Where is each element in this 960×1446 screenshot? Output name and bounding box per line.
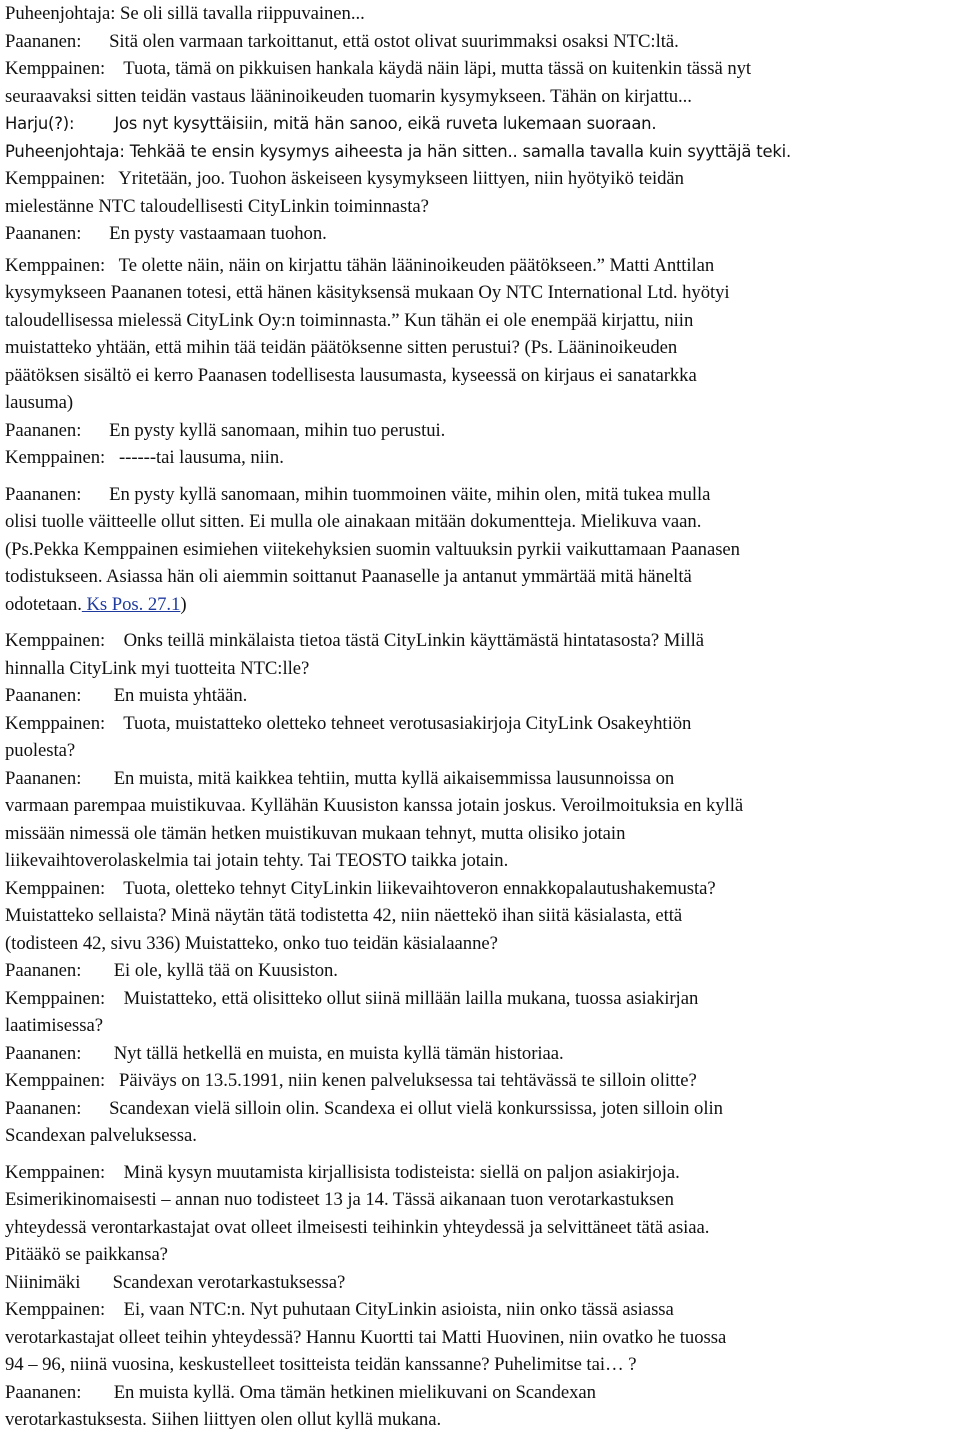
text-line: verotarkastajat olleet teihin yhteydessä? Hannu Kuortti tai Matti Huovinen, niin ovatko he tuossa [5,1326,727,1348]
text-line: (todisteen 42, sivu 336) Muistatteko, onko tuo teidän käsialaanne? [5,932,498,954]
text-line: Paananen: En pysty vastaamaan tuohon. [5,223,327,244]
text-line: laatimisessa? [5,1015,103,1036]
text-line: Pitääkö se paikkansa? [5,1244,168,1265]
text-line: Kemppainen: Muistatteko, että olisitteko ollut siinä millään lailla mukana, tuossa asiakirjan [5,987,699,1009]
text-line: puolesta? [5,740,76,761]
text-line: seuraavaksi sitten teidän vastaus lääninoikeuden tuomarin kysymykseen. Tähän on kirjattu... [5,85,692,107]
text-line: Niinimäki Scandexan verotarkastuksessa? [5,1271,346,1293]
text-line-with-link [5,591,956,619]
text-line: Kemppainen: Minä kysyn muutamista kirjallisista todisteista: siellä on paljon asiakirjoja. [5,1161,680,1183]
text-line: kysymykseen Paananen totesi, että hänen käsityksensä mukaan Oy NTC International Ltd. hyötyi [5,282,730,303]
text-line: Kemppainen: Te olette näin, näin on kirjattu tähän lääninoikeuden päätökseen.” Matti Anttilan [5,254,715,276]
text-line: mielestänne NTC taloudellisesti CityLinkin toiminnasta? [5,195,429,217]
text-line: muistatteko yhtään, että mihin tää teidän päätöksenne sitten perustui? (Ps. Lääninoikeuden [5,337,678,358]
text-line: Kemppainen: Ei, vaan NTC:n. Nyt puhutaan CityLinkin asioista, niin onko tässä asiassa [5,1299,674,1320]
text-line: lausuma) [5,392,74,413]
text-line: Harju(?): Jos nyt kysyttäisiin, mitä hän sanoo, eikä ruveta lukemaan suoraan. [5,114,657,133]
text-line: (Ps.Pekka Kemppainen esimiehen viitekehyksien suomin valtuuksin pyrkii vaikuttamaan Paanasen [5,538,740,560]
text-line: missään nimessä ole tämän hetken muistikuvan mukaan tehnyt, mutta olisiko jotain [5,822,626,844]
text-line: olisi tuolle väitteelle ollut sitten. Ei mulla ole ainakaan mitään dokumentteja. Mielikuva vaan. [5,511,702,532]
text-line: Puheenjohtaja: Tehkää te ensin kysymys aiheesta ja hän sitten.. samalla tavalla kuin syyttäjä teki. [5,141,791,161]
text-line: Scandexan palveluksessa. [5,1125,197,1146]
text-line: todistukseen. Asiassa hän oli aiemmin soittanut Paanaselle ja antanut ymmärtää mitä häneltä [5,566,692,587]
text-line: liikevaihtoverolaskelmia tai jotain tehty. Tai TEOSTO taikka jotain. [5,850,509,871]
text-line: Paananen: Ei ole, kyllä tää on Kuusiston. [5,960,338,981]
text-line: Kemppainen: Tuota, oletteko tehnyt CityLinkin liikevaihtoveron ennakkopalautushakemusta? [5,877,716,899]
text-line: Kemppainen: Onks teillä minkälaista tietoa tästä CityLinkin käyttämästä hintatasosta? Millä [5,630,705,651]
text-line: Kemppainen: Tuota, muistatteko oletteko tehneet verotusasiakirjoja CityLink Osakeyhtiön [5,712,692,734]
text-line: päätöksen sisältö ei kerro Paanasen todellisesta lausumasta, kyseessä on kirjaus ei sanatarkka [5,364,697,386]
text-segment: odotetaan. [5,593,82,615]
text-line: verotarkastuksesta. Siihen liittyen olen ollut kyllä mukana. [5,1409,442,1430]
text-line: Paananen: Scandexan vielä silloin olin. Scandexa ei ollut vielä konkurssissa, joten silloin olin [5,1097,723,1119]
text-line: 94 – 96, niinä vuosina, keskustelleet tositteista teidän kanssanne? Puhelimitse tai… ? [5,1354,637,1375]
text-line: Paananen: En pysty kyllä sanomaan, mihin tuommoinen väite, mihin olen, mitä tukea mulla [5,483,711,505]
text-line: Esimerikinomaisesti – annan nuo todisteet 13 ja 14. Tässä aikanaan tuon verotarkastuksen [5,1189,674,1210]
text-line: varmaan parempaa muistikuvaa. Kyllähän Kuusiston kanssa jotain joskus. Veroilmoituksia en kyllä [5,795,744,816]
text-line: Kemppainen: Yritetään, joo. Tuohon äskeiseen kysymykseen liittyen, niin hyötyikö teidän [5,168,684,189]
text-line: Paananen: En muista, mitä kaikkea tehtiin, mutta kyllä aikaisemmissa lausunnoissa on [5,767,675,789]
reference-link[interactable]: Ks Pos. 27.1 [81,593,181,615]
text-line: taloudellisessa mielessä CityLink Oy:n toiminnasta.” Kun tähän ei ole enempää kirjattu, niin [5,309,694,331]
text-line: Kemppainen: Päiväys on 13.5.1991, niin kenen palveluksessa tai tehtävässä te silloin olitte? [5,1070,697,1091]
text-line: Kemppainen: Tuota, tämä on pikkuisen hankala käydä näin läpi, mutta tässä on kuitenkin tässä nyt [5,58,752,79]
text-line: yhteydessä verontarkastajat ovat olleet ilmeisesti teihinkin yhteydessä ja selvittäneet tätä asiaa. [5,1216,710,1238]
text-line: Paananen: Nyt tällä hetkellä en muista, en muista kyllä tämän historiaa. [5,1042,564,1064]
text-line: Kemppainen: ------tai lausuma, niin. [5,447,284,468]
text-line: Paananen: En pysty kyllä sanomaan, mihin tuo perustui. [5,419,446,441]
text-line: Paananen: En muista kyllä. Oma tämän hetkinen mielikuvani on Scandexan [5,1381,596,1403]
text-line: Muistatteko sellaista? Minä näytän tätä todistetta 42, niin näettekö ihan siitä käsialasta, että [5,905,683,926]
text-line: Paananen: En muista yhtään. [5,685,248,706]
text-line: Puheenjohtaja: Se oli sillä tavalla riippuvainen... [5,3,365,24]
text-line: Paananen: Sitä olen varmaan tarkoittanut, että ostot olivat suurimmaksi osaksi NTC:ltä. [5,30,679,52]
text-line: hinnalla CityLink myi tuotteita NTC:lle? [5,657,310,679]
link-suffix: ) [180,593,187,615]
